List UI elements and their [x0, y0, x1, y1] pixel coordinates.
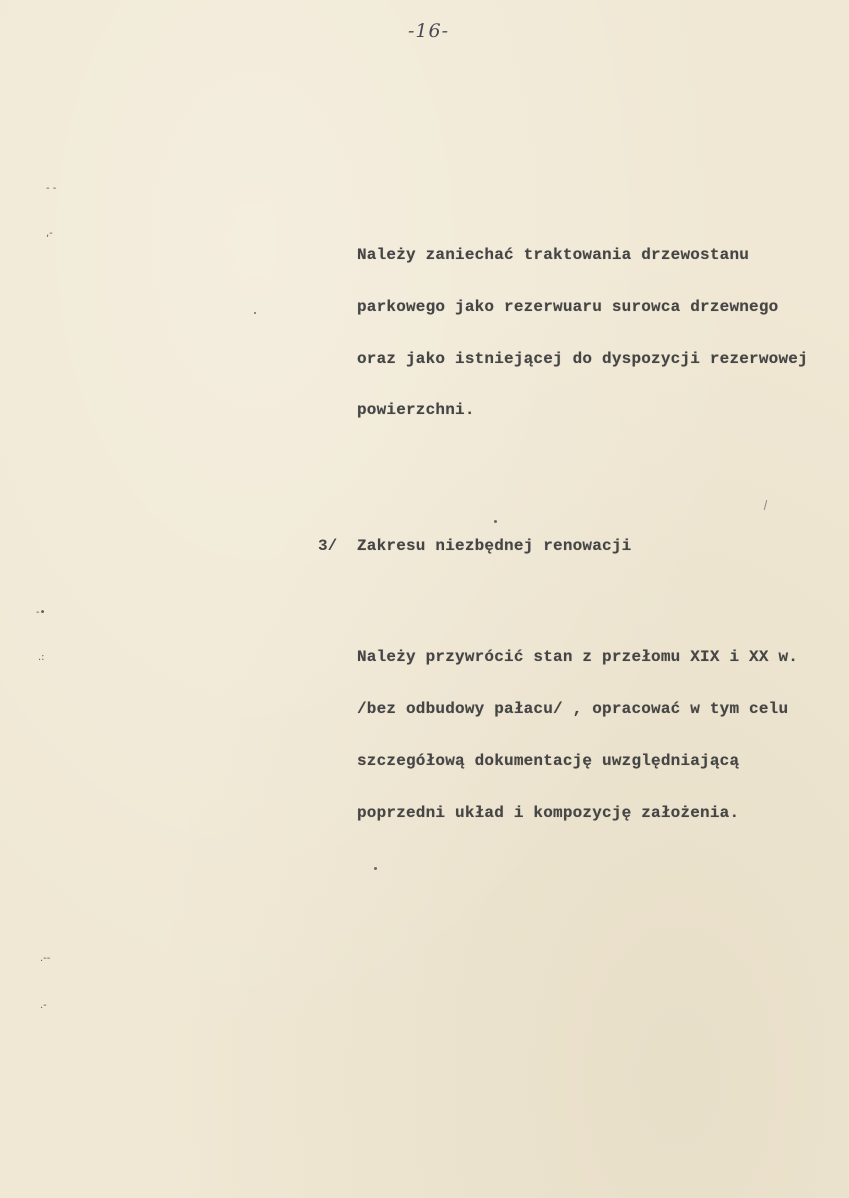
- margin-mark: .--: [40, 953, 51, 964]
- margin-mark: .:: [38, 652, 45, 663]
- margin-mark: ,-: [46, 228, 53, 239]
- paragraph-line: szczegółową dokumentację uwzględniającą: [357, 752, 740, 770]
- margin-mark: - -: [46, 183, 57, 194]
- paragraph-line: /bez odbudowy pałacu/ , opracować w tym celu: [357, 700, 789, 718]
- page-number: -16-: [408, 20, 450, 42]
- ink-dot: [374, 867, 377, 870]
- paragraph-line: poprzedni układ i kompozycję założenia.: [357, 804, 740, 822]
- paper-scratch: [764, 500, 768, 510]
- ink-dot: [254, 312, 256, 314]
- paragraph-line: powierzchni.: [357, 401, 475, 419]
- margin-mark: -•: [36, 607, 46, 618]
- paragraph-line: Należy zaniechać traktowania drzewostanu: [357, 246, 750, 264]
- ink-dot: [494, 520, 497, 523]
- section-title: Zakresu niezbędnej renowacji: [357, 537, 632, 555]
- paragraph-line: parkowego jako rezerwuaru surowca drzewnego: [357, 298, 779, 316]
- paragraph-line: oraz jako istniejącej do dyspozycji rezerwowej: [357, 350, 808, 368]
- paragraph-line: Należy przywrócić stan z przełomu XIX i XX w.: [357, 648, 799, 666]
- section-number: 3/: [318, 537, 338, 555]
- margin-mark: .-: [40, 1000, 47, 1011]
